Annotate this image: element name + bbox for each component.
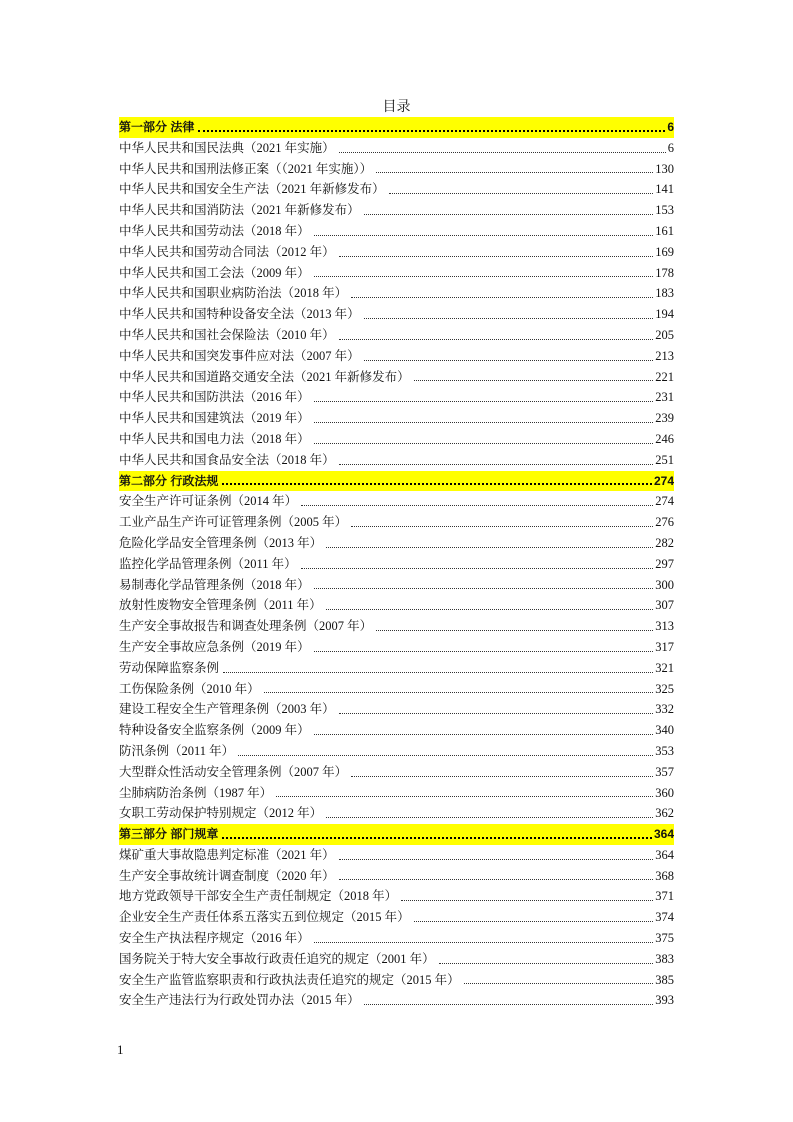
- toc-entry-label: 煤矿重大事故隐患判定标准（2021 年）: [119, 847, 335, 862]
- toc-entry-label: 中华人民共和国防洪法（2016 年）: [119, 390, 310, 405]
- dot-leader: [264, 691, 654, 693]
- dot-leader: [314, 733, 654, 735]
- toc-entry[interactable]: [119, 803, 674, 824]
- toc-entry-page: 161: [655, 223, 674, 238]
- toc-entry-page: 383: [655, 951, 674, 966]
- toc-entry-label: 第一部分 法律: [119, 120, 195, 134]
- dot-leader: [339, 151, 666, 153]
- toc-entry-page: 325: [655, 681, 674, 696]
- dot-leader: [376, 629, 653, 631]
- toc-entry-page: 340: [655, 723, 674, 738]
- toc-entry-page: 153: [655, 203, 674, 218]
- toc-entry-label: 中华人民共和国道路交通安全法（2021 年新修发布）: [119, 369, 410, 384]
- dot-leader: [314, 275, 654, 277]
- toc-entry[interactable]: [119, 575, 674, 596]
- dot-leader: [364, 317, 654, 319]
- toc-entry-label: 安全生产违法行为行政处罚办法（2015 年）: [119, 993, 360, 1008]
- toc-entry-label: 中华人民共和国突发事件应对法（2007 年）: [119, 348, 360, 363]
- toc-entry-page: 6: [667, 140, 674, 155]
- toc-entry[interactable]: [119, 429, 674, 450]
- toc-entry[interactable]: [119, 263, 674, 284]
- dot-leader: [389, 192, 654, 194]
- toc-entry-page: 364: [653, 827, 674, 842]
- toc-entry-page: 371: [655, 889, 674, 904]
- toc-entry[interactable]: [119, 221, 674, 242]
- dot-leader: [238, 754, 653, 756]
- dot-leader: [222, 836, 652, 839]
- dot-leader: [351, 296, 653, 298]
- toc-entry-page: 297: [655, 556, 674, 571]
- toc-entry[interactable]: [119, 616, 674, 637]
- toc-entry-label: 中华人民共和国消防法（2021 年新修发布）: [119, 203, 360, 218]
- toc-entry-label: 生产安全事故统计调查制度（2020 年）: [119, 868, 335, 883]
- toc-entry-label: 建设工程安全生产管理条例（2003 年）: [119, 702, 335, 717]
- toc-entry-label: 第二部分 行政法规: [119, 473, 219, 488]
- dot-leader: [339, 858, 654, 860]
- toc-entry-label: 安全生产许可证条例（2014 年）: [119, 494, 298, 509]
- toc-entry[interactable]: [119, 762, 674, 783]
- toc-entry[interactable]: [119, 200, 674, 221]
- toc-entry[interactable]: [119, 138, 674, 159]
- toc-entry[interactable]: [119, 450, 674, 471]
- toc-entry-page: 221: [655, 369, 674, 384]
- toc-entry-label: 中华人民共和国电力法（2018 年）: [119, 431, 310, 446]
- toc-entry-page: 246: [655, 431, 674, 446]
- toc-entry-label: 企业安全生产责任体系五落实五到位规定（2015 年）: [119, 910, 410, 925]
- dot-leader: [314, 234, 654, 236]
- toc-entry-page: 353: [655, 743, 674, 758]
- toc-entry-label: 中华人民共和国民法典（2021 年实施）: [119, 140, 335, 155]
- toc-entry-page: 393: [655, 993, 674, 1008]
- toc-entry-page: 307: [655, 598, 674, 613]
- dot-leader: [376, 171, 653, 173]
- dot-leader: [351, 775, 653, 777]
- toc-entry-page: 178: [655, 265, 674, 280]
- toc-entry-page: 385: [655, 972, 674, 987]
- toc-entry-page: 194: [655, 307, 674, 322]
- toc-entry-page: 130: [655, 161, 674, 176]
- toc-entry-label: 中华人民共和国特种设备安全法（2013 年）: [119, 307, 360, 322]
- toc-entry-label: 易制毒化学品管理条例（2018 年）: [119, 577, 310, 592]
- dot-leader: [326, 546, 653, 548]
- toc-entry-label: 防汛条例（2011 年）: [119, 743, 235, 758]
- toc-entry[interactable]: [119, 387, 674, 408]
- page-number: 1: [117, 1042, 124, 1057]
- dot-leader: [401, 899, 653, 901]
- toc-entry-label: 危险化学品安全管理条例（2013 年）: [119, 535, 323, 550]
- dot-leader: [414, 920, 654, 922]
- dot-leader: [364, 1003, 654, 1005]
- toc-entry-page: 362: [655, 806, 674, 821]
- toc-entry-label: 监控化学品管理条例（2011 年）: [119, 556, 297, 571]
- toc-entry-page: 141: [655, 182, 674, 197]
- dot-leader: [223, 671, 653, 673]
- toc-entry-page: 276: [655, 515, 674, 530]
- toc-entry-page: 239: [655, 411, 674, 426]
- toc-entry-page: 169: [655, 244, 674, 259]
- dot-leader: [364, 213, 654, 215]
- toc-entry-page: 360: [655, 785, 674, 800]
- toc-entry-page: 368: [655, 868, 674, 883]
- dot-leader: [314, 941, 654, 943]
- toc-section-heading[interactable]: [119, 824, 674, 845]
- toc-section-heading[interactable]: [119, 471, 674, 492]
- toc-entry-page: 300: [655, 577, 674, 592]
- toc-entry[interactable]: [119, 637, 674, 658]
- toc-entry[interactable]: [119, 907, 674, 928]
- toc-entry-label: 国务院关于特大安全事故行政责任追究的规定（2001 年）: [119, 951, 435, 966]
- toc-entry-page: 205: [655, 327, 674, 342]
- toc-entry-page: 251: [655, 452, 674, 467]
- toc-entry-label: 安全生产执法程序规定（2016 年）: [119, 931, 310, 946]
- toc-entry-label: 生产安全事故报告和调查处理条例（2007 年）: [119, 619, 373, 634]
- table-of-contents: [119, 117, 674, 1011]
- toc-entry[interactable]: [119, 783, 674, 804]
- toc-entry-page: 213: [655, 348, 674, 363]
- dot-leader: [364, 359, 654, 361]
- toc-entry-page: 274: [655, 494, 674, 509]
- toc-entry[interactable]: [119, 595, 674, 616]
- toc-entry[interactable]: [119, 242, 674, 263]
- toc-entry-label: 中华人民共和国社会保险法（2010 年）: [119, 327, 335, 342]
- toc-entry-label: 尘肺病防治条例（1987 年）: [119, 785, 273, 800]
- toc-entry-page: 6: [667, 120, 674, 134]
- toc-entry[interactable]: [119, 886, 674, 907]
- toc-entry-label: 地方党政领导干部安全生产责任制规定（2018 年）: [119, 889, 398, 904]
- toc-entry[interactable]: [119, 866, 674, 887]
- toc-entry[interactable]: [119, 491, 674, 512]
- dot-leader: [339, 255, 654, 257]
- toc-entry-label: 安全生产监管监察职责和行政执法责任追究的规定（2015 年）: [119, 972, 460, 987]
- toc-entry-page: 375: [655, 931, 674, 946]
- toc-entry[interactable]: [119, 159, 674, 180]
- dot-leader: [314, 650, 654, 652]
- toc-entry[interactable]: [119, 658, 674, 679]
- toc-entry[interactable]: [119, 346, 674, 367]
- dot-leader: [314, 400, 654, 402]
- dot-leader: [326, 608, 654, 610]
- dot-leader: [339, 338, 654, 340]
- toc-entry-page: 183: [655, 286, 674, 301]
- toc-entry-label: 工伤保险条例（2010 年）: [119, 681, 260, 696]
- dot-leader: [314, 587, 654, 589]
- dot-leader: [351, 525, 653, 527]
- toc-entry[interactable]: [119, 741, 674, 762]
- toc-entry-label: 第三部分 部门规章: [119, 827, 219, 842]
- toc-entry[interactable]: [119, 367, 674, 388]
- toc-entry-page: 357: [655, 764, 674, 779]
- toc-entry[interactable]: [119, 949, 674, 970]
- toc-entry-label: 中华人民共和国食品安全法（2018 年）: [119, 452, 335, 467]
- toc-section-heading[interactable]: [119, 117, 674, 138]
- toc-entry-label: 大型群众性活动安全管理条例（2007 年）: [119, 764, 348, 779]
- toc-entry-label: 女职工劳动保护特别规定（2012 年）: [119, 806, 323, 821]
- toc-entry[interactable]: [119, 283, 674, 304]
- dot-leader: [439, 962, 654, 964]
- toc-entry-label: 中华人民共和国劳动合同法（2012 年）: [119, 244, 335, 259]
- dot-leader: [301, 504, 653, 506]
- dot-leader: [301, 567, 654, 569]
- toc-entry-label: 工业产品生产许可证管理条例（2005 年）: [119, 515, 348, 530]
- toc-entry-page: 231: [655, 390, 674, 405]
- toc-entry[interactable]: [119, 699, 674, 720]
- dot-leader: [222, 482, 652, 485]
- toc-entry-label: 中华人民共和国建筑法（2019 年）: [119, 411, 310, 426]
- toc-entry[interactable]: [119, 325, 674, 346]
- toc-entry-label: 特种设备安全监察条例（2009 年）: [119, 723, 310, 738]
- dot-leader: [464, 982, 654, 984]
- dot-leader: [339, 463, 654, 465]
- toc-entry-page: 274: [653, 473, 674, 488]
- dot-leader: [198, 129, 665, 132]
- toc-entry-page: 374: [655, 910, 674, 925]
- toc-entry-label: 劳动保障监察条例: [119, 660, 220, 675]
- toc-entry[interactable]: [119, 720, 674, 741]
- toc-entry-page: 282: [655, 535, 674, 550]
- toc-entry-label: 中华人民共和国刑法修正案（（2021 年实施））: [119, 161, 373, 176]
- toc-entry-label: 中华人民共和国职业病防治法（2018 年）: [119, 286, 348, 301]
- toc-entry-page: 313: [655, 619, 674, 634]
- toc-entry[interactable]: [119, 512, 674, 533]
- toc-entry[interactable]: [119, 970, 674, 991]
- toc-entry[interactable]: [119, 304, 674, 325]
- toc-entry-page: 364: [655, 847, 674, 862]
- dot-leader: [414, 379, 654, 381]
- dot-leader: [314, 421, 654, 423]
- toc-entry-label: 中华人民共和国工会法（2009 年）: [119, 265, 310, 280]
- toc-entry[interactable]: [119, 554, 674, 575]
- toc-title: 目录: [382, 100, 411, 115]
- toc-entry[interactable]: [119, 179, 674, 200]
- dot-leader: [339, 712, 654, 714]
- toc-entry[interactable]: [119, 990, 674, 1011]
- toc-entry-label: 中华人民共和国安全生产法（2021 年新修发布）: [119, 182, 385, 197]
- dot-leader: [326, 816, 653, 818]
- toc-entry[interactable]: [119, 845, 674, 866]
- dot-leader: [276, 795, 653, 797]
- toc-entry[interactable]: [119, 928, 674, 949]
- toc-entry[interactable]: [119, 408, 674, 429]
- dot-leader: [339, 878, 654, 880]
- toc-entry-label: 生产安全事故应急条例（2019 年）: [119, 639, 310, 654]
- toc-entry[interactable]: [119, 533, 674, 554]
- toc-entry[interactable]: [119, 679, 674, 700]
- dot-leader: [314, 442, 654, 444]
- toc-entry-label: 放射性废物安全管理条例（2011 年）: [119, 598, 322, 613]
- toc-entry-page: 317: [655, 639, 674, 654]
- toc-entry-label: 中华人民共和国劳动法（2018 年）: [119, 223, 310, 238]
- toc-entry-page: 332: [655, 702, 674, 717]
- toc-entry-page: 321: [655, 660, 674, 675]
